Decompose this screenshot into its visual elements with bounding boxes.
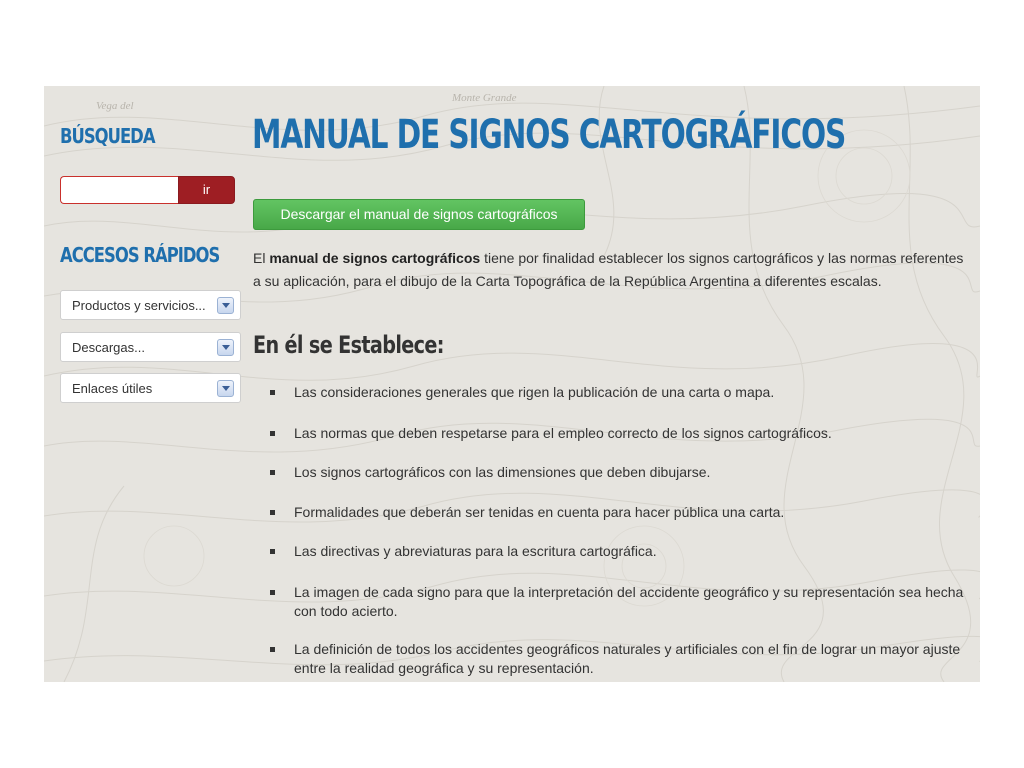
quick-access-heading: ACCESOS RÁPIDOS bbox=[60, 243, 220, 267]
chevron-down-icon[interactable] bbox=[217, 339, 234, 356]
list-item bbox=[294, 583, 964, 620]
page-title: MANUAL DE SIGNOS CARTOGRÁFICOS bbox=[252, 112, 846, 158]
downloads-dropdown[interactable] bbox=[60, 332, 241, 362]
chevron-down-icon[interactable] bbox=[217, 297, 234, 314]
list-item-text: Las normas que deben respetarse para el empleo correcto de los signos cartográficos. bbox=[294, 425, 832, 441]
map-label-monte-grande: Monte Grande bbox=[452, 92, 517, 104]
map-label-vega: Vega del bbox=[96, 100, 134, 112]
square-bullet-icon bbox=[270, 549, 275, 554]
square-bullet-icon bbox=[270, 510, 275, 515]
intro-paragraph bbox=[253, 247, 965, 292]
square-bullet-icon bbox=[270, 431, 275, 436]
products-services-dropdown[interactable] bbox=[60, 290, 241, 320]
search-input[interactable] bbox=[60, 176, 178, 204]
square-bullet-icon bbox=[270, 390, 275, 395]
dropdown-selected-value: Productos y servicios... bbox=[72, 298, 206, 313]
download-manual-button[interactable]: Descargar el manual de signos cartográficos bbox=[253, 199, 585, 230]
search-button[interactable]: ir bbox=[178, 176, 235, 204]
square-bullet-icon bbox=[270, 590, 275, 595]
search-heading: BÚSQUEDA bbox=[60, 124, 155, 148]
section-subheading: En él se Establece: bbox=[253, 331, 444, 359]
page-viewport bbox=[44, 86, 980, 682]
list-item bbox=[294, 463, 964, 482]
list-item-text: Formalidades que deberán ser tenidas en cuenta para hacer pública una carta. bbox=[294, 504, 785, 520]
list-item bbox=[294, 503, 964, 522]
list-item-text: Las directivas y abreviaturas para la escritura cartográfica. bbox=[294, 543, 657, 559]
list-item-text: La imagen de cada signo para que la interpretación del accidente geográfico y su representación sea hecha con todo acierto. bbox=[294, 584, 964, 619]
list-item bbox=[294, 542, 964, 561]
list-item-text: Los signos cartográficos con las dimensiones que deben dibujarse. bbox=[294, 464, 711, 480]
intro-prefix: El bbox=[253, 250, 270, 266]
chevron-down-icon[interactable] bbox=[217, 380, 234, 397]
square-bullet-icon bbox=[270, 647, 275, 652]
list-item bbox=[294, 424, 964, 443]
useful-links-dropdown[interactable] bbox=[60, 373, 241, 403]
square-bullet-icon bbox=[270, 470, 275, 475]
dropdown-selected-value: Enlaces útiles bbox=[72, 381, 153, 396]
intro-rest: tiene por finalidad establecer los signos cartográficos y las normas referentes a su aplicación, para el dibujo de la Carta Topográfica de la República Argentina a diferentes escalas. bbox=[253, 250, 964, 289]
list-item bbox=[294, 640, 964, 677]
list-item-text: Las consideraciones generales que rigen la publicación de una carta o mapa. bbox=[294, 384, 775, 400]
list-item bbox=[294, 383, 964, 402]
list-item-text: La definición de todos los accidentes geográficos naturales y artificiales con el fin de lograr un mayor ajuste entre la realidad geográfica y su representación. bbox=[294, 641, 961, 676]
dropdown-selected-value: Descargas... bbox=[72, 340, 145, 355]
intro-bold-term: manual de signos cartográficos bbox=[269, 250, 481, 266]
